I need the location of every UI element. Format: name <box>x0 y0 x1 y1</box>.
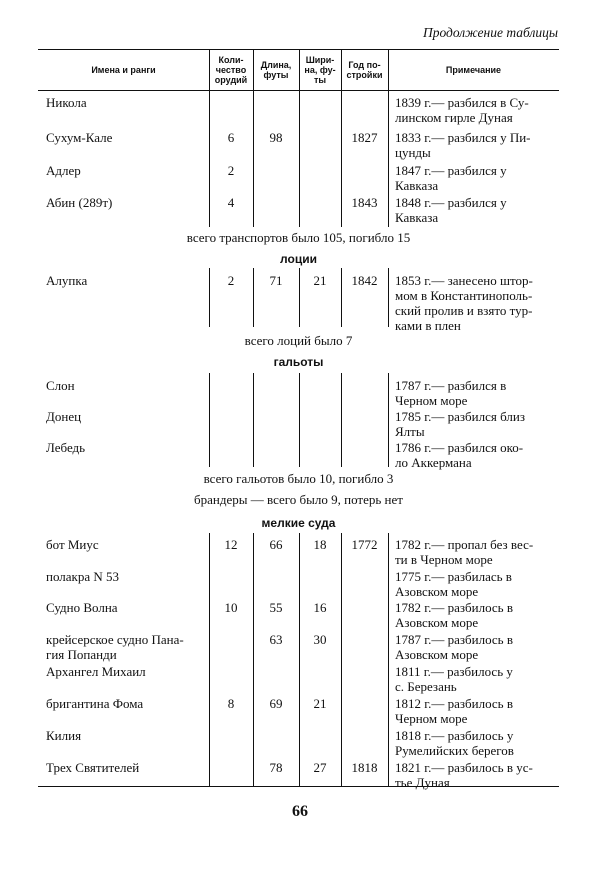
note-line: мом в Константинополь- <box>395 288 533 303</box>
column-divider <box>388 373 389 467</box>
header-width-line: на, фу- <box>304 65 336 75</box>
note-line: Кавказа <box>395 210 439 225</box>
column-divider <box>388 50 389 227</box>
note <box>395 95 561 125</box>
ship-name-line: бот Миус <box>46 537 99 552</box>
column-divider <box>341 533 342 786</box>
ship-name-line: Никола <box>46 95 87 110</box>
ship-length: 69 <box>269 696 283 711</box>
note <box>395 760 561 790</box>
note-line: Черном море <box>395 393 468 408</box>
ship-length: 63 <box>269 632 283 647</box>
column-divider <box>388 268 389 327</box>
note <box>395 569 561 599</box>
ship-name-line: Абин (289т) <box>46 195 113 210</box>
header-width-line: ты <box>313 75 327 85</box>
header-width <box>299 50 341 90</box>
note <box>395 163 561 193</box>
ship-width: 21 <box>313 273 327 288</box>
ship-name <box>46 569 206 584</box>
note-line: Азовском море <box>395 584 479 599</box>
header-year-line: стройки <box>346 70 383 80</box>
note-line: 1847 г.— разбился у <box>395 163 507 178</box>
note-line: 1782 г.— разбилось в <box>395 600 513 615</box>
note-line: Румелийских берегов <box>395 743 514 758</box>
build-year: 1843 <box>351 195 378 210</box>
ship-name-line: Донец <box>46 409 82 424</box>
note-line: 1833 г.— разбился у Пи- <box>395 130 531 145</box>
section-heading: гальоты <box>273 355 324 369</box>
ship-name-line: полакра N 53 <box>46 569 120 584</box>
header-length-line: Длина, <box>260 60 292 70</box>
note-line: 1782 г.— пропал без вес- <box>395 537 534 552</box>
gun-count: 8 <box>227 696 235 711</box>
ship-name-line: гия Попанди <box>46 647 117 662</box>
ship-length: 98 <box>269 130 283 145</box>
note <box>395 273 561 333</box>
note-line: Черном море <box>395 711 468 726</box>
summary-line: всего транспортов было 105, погибло 15 <box>186 230 411 245</box>
note-line: линском гирле Дуная <box>395 110 513 125</box>
ship-name <box>46 600 206 615</box>
ship-name-line: Трех Святителей <box>46 760 140 775</box>
note <box>395 409 561 439</box>
note-line: Азовском море <box>395 615 479 630</box>
header-name: Имена и ранги <box>91 65 156 75</box>
ship-name <box>46 195 206 210</box>
column-divider <box>253 373 254 467</box>
note-line: ками в плен <box>395 318 461 333</box>
note-line: 1812 г.— разбилось в <box>395 696 513 711</box>
gun-count: 12 <box>224 537 238 552</box>
gun-count: 2 <box>227 273 235 288</box>
ship-length: 55 <box>269 600 283 615</box>
column-divider <box>299 373 300 467</box>
note <box>395 130 561 160</box>
ship-length: 71 <box>269 273 283 288</box>
summary-line: всего лоций было 7 <box>244 333 353 348</box>
ship-name-line: Сухум-Кале <box>46 130 113 145</box>
ship-width: 27 <box>313 760 327 775</box>
header-note: Примечание <box>445 65 502 75</box>
ship-name-line: Килия <box>46 728 82 743</box>
header-year <box>341 50 388 90</box>
build-year: 1842 <box>351 273 378 288</box>
ship-width: 18 <box>313 537 327 552</box>
ship-name <box>46 163 206 178</box>
gun-count: 2 <box>227 163 235 178</box>
note-line: цунды <box>395 145 431 160</box>
column-divider <box>341 373 342 467</box>
note <box>395 440 561 470</box>
ship-name <box>46 409 206 424</box>
note-line: 1848 г.— разбился у <box>395 195 507 210</box>
note-line: Ялты <box>395 424 425 439</box>
note <box>395 378 561 408</box>
note <box>395 600 561 630</box>
note-line: ло Аккермана <box>395 455 472 470</box>
header-width-line: Шири- <box>305 55 335 65</box>
gun-count: 4 <box>227 195 235 210</box>
header-guns-line: орудий <box>214 75 248 85</box>
ship-name-line: Алупка <box>46 273 88 288</box>
ship-length: 66 <box>269 537 283 552</box>
build-year: 1818 <box>351 760 378 775</box>
ship-name-line: крейсерское судно Пана- <box>46 632 184 647</box>
ship-name <box>46 696 206 711</box>
gun-count: 10 <box>224 600 238 615</box>
header-guns <box>209 50 253 90</box>
header-length-line: футы <box>263 70 289 80</box>
note <box>395 537 561 567</box>
ship-name-line: Слон <box>46 378 75 393</box>
column-divider <box>253 533 254 786</box>
column-divider <box>209 533 210 786</box>
ship-name <box>46 273 206 288</box>
note-line: 1787 г.— разбилось в <box>395 632 513 647</box>
note-line: 1786 г.— разбился око- <box>395 440 524 455</box>
ship-width: 21 <box>313 696 327 711</box>
note-line: 1775 г.— разбилась в <box>395 569 512 584</box>
header-guns-line: Коли- <box>218 55 244 65</box>
ship-name <box>46 440 206 455</box>
ship-name <box>46 378 206 393</box>
gun-count: 6 <box>227 130 235 145</box>
column-divider <box>209 373 210 467</box>
note-line: с. Березань <box>395 679 457 694</box>
ship-name-line: Лебедь <box>46 440 86 455</box>
note-line: 1821 г.— разбилось в ус- <box>395 760 533 775</box>
note-line: ти в Черном море <box>395 552 493 567</box>
ship-name <box>46 537 206 552</box>
section-heading: мелкие суда <box>261 516 336 530</box>
note-line: тье Дуная <box>395 775 450 790</box>
header-length <box>253 50 299 90</box>
header-guns-line: чество <box>215 65 247 75</box>
section-heading: лоции <box>280 252 317 266</box>
note <box>395 696 561 726</box>
build-year: 1827 <box>351 130 378 145</box>
note <box>395 664 561 694</box>
note-line: 1811 г.— разбилось у <box>395 664 513 679</box>
note <box>395 728 561 758</box>
page-number: 66 <box>292 803 308 820</box>
column-divider <box>388 533 389 786</box>
ship-name-line: Судно Волна <box>46 600 118 615</box>
ship-name <box>46 130 206 145</box>
build-year: 1772 <box>351 537 378 552</box>
note-line: Азовском море <box>395 647 479 662</box>
header-year-line: Год по- <box>348 60 381 70</box>
ship-name-line: бригантина Фома <box>46 696 144 711</box>
column-divider <box>299 533 300 786</box>
ship-name-line: Архангел Михаил <box>46 664 146 679</box>
ship-name <box>46 760 206 775</box>
note-line: 1818 г.— разбилось у <box>395 728 514 743</box>
summary-line: брандеры — всего было 9, потерь нет <box>194 492 403 507</box>
ship-length: 78 <box>269 760 283 775</box>
ship-name <box>46 632 206 662</box>
ship-name <box>46 728 206 743</box>
ship-name <box>46 95 206 110</box>
column-divider <box>299 50 300 227</box>
ship-name <box>46 664 206 679</box>
note-line: 1853 г.— занесено штор- <box>395 273 533 288</box>
note-line: ский пролив и взято тур- <box>395 303 533 318</box>
ship-width: 16 <box>313 600 327 615</box>
note-line: Кавказа <box>395 178 439 193</box>
note-line: 1785 г.— разбился близ <box>395 409 525 424</box>
note <box>395 195 561 225</box>
note-line: 1787 г.— разбился в <box>395 378 507 393</box>
continuation-label: Продолжение таблицы <box>422 25 558 40</box>
note <box>395 632 561 662</box>
note-line: 1839 г.— разбился в Су- <box>395 95 529 110</box>
summary-line: всего гальотов было 10, погибло 3 <box>203 471 394 486</box>
ship-width: 30 <box>313 632 327 647</box>
ship-name-line: Адлер <box>46 163 81 178</box>
